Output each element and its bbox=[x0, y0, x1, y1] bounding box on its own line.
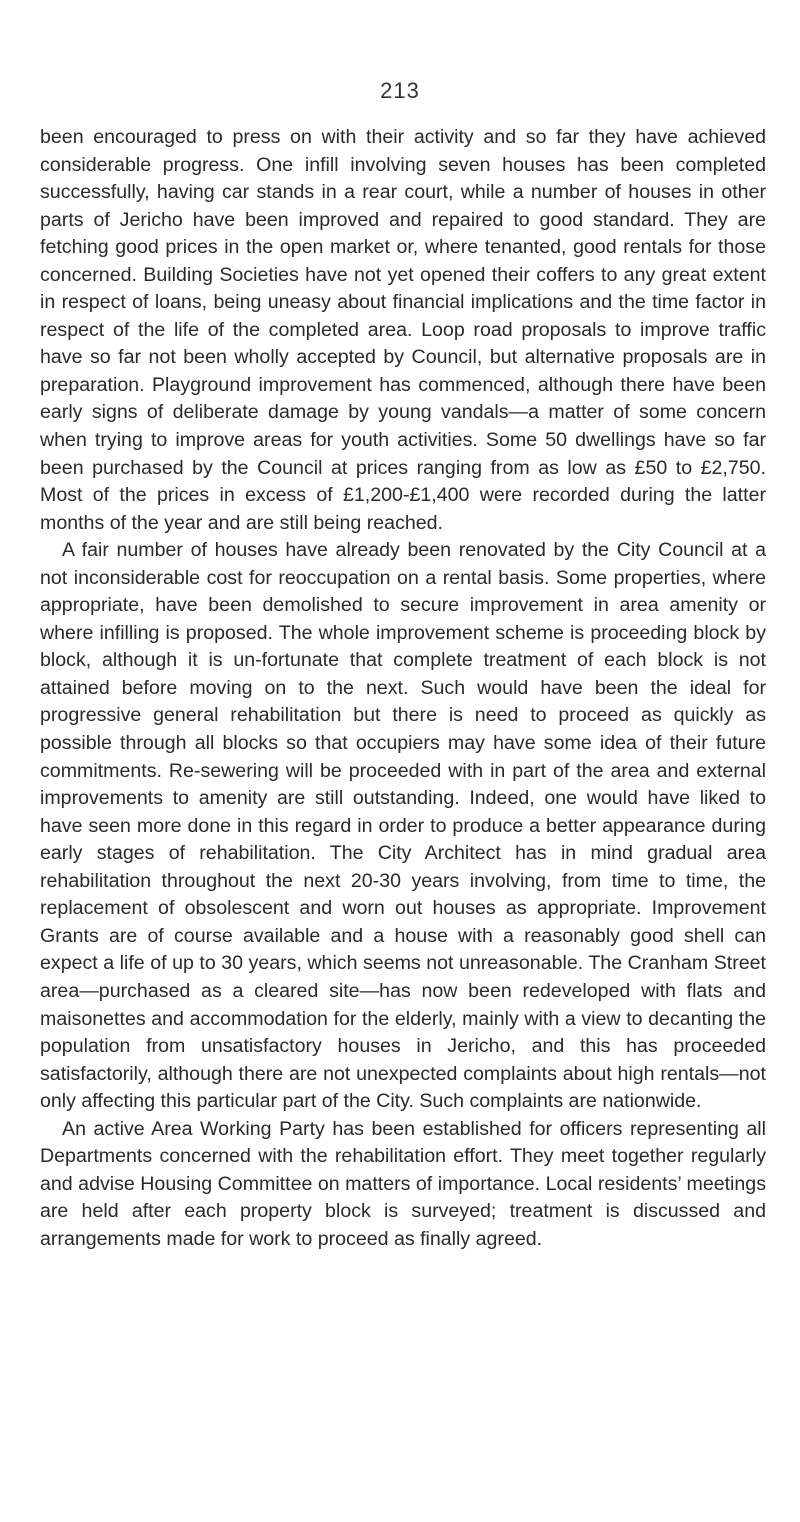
body-text bbox=[40, 124, 766, 1253]
page-number: 213 bbox=[380, 78, 420, 103]
paragraph-working-party: An active Area Working Party has been established for officers representing all Departments concerned with the rehabilitation effort. They meet together regularly and advise Housing Committee on matters of importance. Local residents’ meetings are held after each property block is surveyed; treatment is discussed and arrangements made for work to proceed as finally agreed. bbox=[40, 1117, 766, 1250]
paragraph-renovation: A fair number of houses have already been renovated by the City Council at a not inconsiderable cost for reoccupation on a rental basis. Some properties, where appropriate, have been demolished to secure improvement in area amenity or where infilling is proposed. The whole improvement scheme is proceeding block by block, although it is un-fortunate that complete treatment of each block is not attained before moving on to the next. Such would have been the ideal for progressive general rehabilitation but there is need to proceed as quickly as possible through all blocks so that occupiers may have some idea of their future commitments. Re-sewering will be proceeded with in part of the area and external improvements to amenity are still outstanding. Indeed, one would have liked to have seen more done in this regard in order to produce a better appearance during early stages of rehabilitation. The City Architect has in mind gradual area rehabilitation throughout the next 20-30 years involving, from time to time, the replacement of obsolescent and worn out houses as appropriate. Improvement Grants are of course available and a house with a reasonably good shell can expect a life of up to 30 years, which seems not unreasonable. The Cranham Street area—purchased as a cleared site—has now been redeveloped with flats and maisonettes and accommodation for the elderly, mainly with a view to decanting the population from unsatisfactory houses in Jericho, and this has proceeded satisfactorily, although there are not unexpected complaints about high rentals—not only affecting this particular part of the City. Such complaints are nationwide. bbox=[40, 539, 766, 1113]
paragraph-continuation: been encouraged to press on with their activity and so far they have achieved considerable progress. One infill involving seven houses has been completed successfully, having car stands in a rear court, while a number of houses in other parts of Jericho have been improved and repaired to good standard. They are fetching good prices in the open market or, where tenanted, good rentals for those concerned. Building Societies have not yet opened their coffers to any great extent in respect of loans, being uneasy about financial implications and the time factor in respect of the life of the completed area. Loop road proposals to improve traffic have so far not been wholly accepted by Council, but alternative proposals are in preparation. Playground improvement has commenced, although there have been early signs of deliberate damage by young vandals—a matter of some concern when trying to improve areas for youth activities. Some 50 dwellings have so far been purchased by the Council at prices ranging from as low as £50 to £2,750. Most of the prices in excess of £1,200-£1,400 were recorded during the latter months of the year and are still being reached. bbox=[40, 126, 766, 534]
